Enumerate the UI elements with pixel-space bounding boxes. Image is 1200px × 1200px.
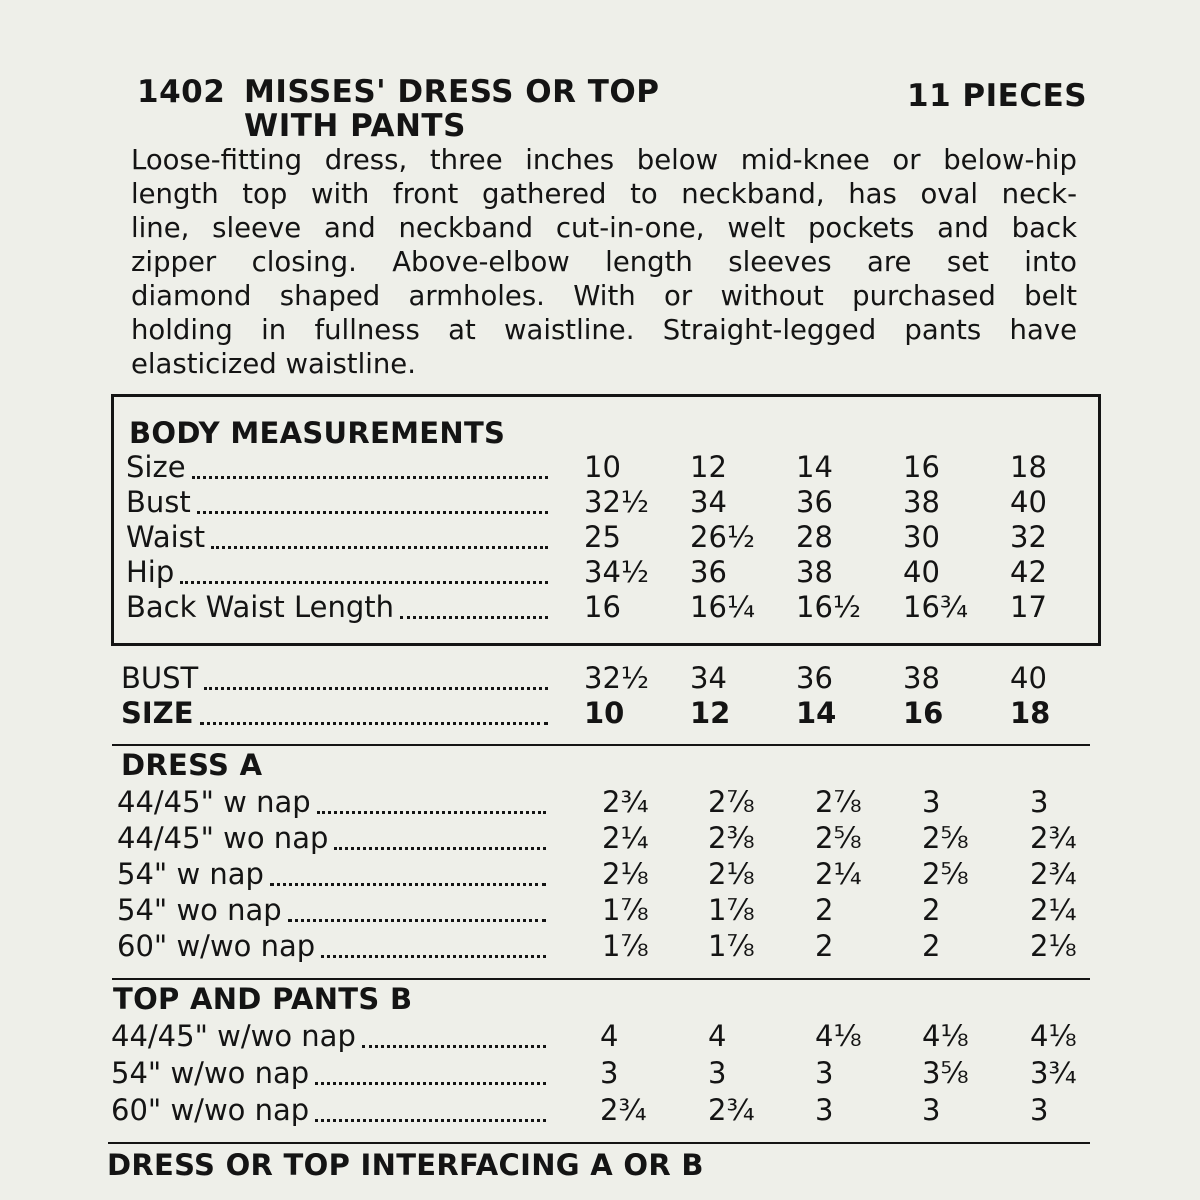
row-value: 3¾ [1030, 1056, 1077, 1090]
leader-dots [315, 1093, 546, 1122]
row-value: 2¾ [708, 1093, 755, 1127]
table-row [126, 520, 1200, 556]
row-label: 44/45" w nap [117, 785, 311, 819]
pattern-title-line1: MISSES' DRESS OR TOP [244, 74, 660, 110]
row-value: 1⅞ [708, 929, 755, 963]
row-value: 2¾ [602, 785, 649, 819]
row-value: 40 [903, 555, 940, 589]
description-line: zipper closing. Above-elbow length sleeves are set into [131, 246, 1077, 278]
leader-dots [315, 1056, 546, 1085]
table-row [126, 485, 1200, 521]
row-value: 2¼ [815, 857, 862, 891]
leader-dots [288, 893, 546, 922]
row-value: 2 [922, 929, 941, 963]
row-value: 2⅝ [922, 821, 969, 855]
row-value: 3 [708, 1056, 727, 1090]
table-row [121, 661, 1200, 697]
leader-dots [204, 661, 548, 690]
row-value: 40 [1010, 485, 1047, 519]
section-title-interfacing: DRESS OR TOP INTERFACING A OR B [107, 1148, 704, 1182]
row-value: 16¼ [690, 590, 756, 624]
body-measurements-title: BODY MEASUREMENTS [129, 416, 506, 450]
table-row [117, 893, 1200, 929]
row-value: 10 [584, 696, 625, 730]
row-value: 12 [690, 696, 731, 730]
table-row [111, 1056, 1200, 1092]
row-value: 1⅞ [602, 893, 649, 927]
row-value: 14 [796, 450, 833, 484]
row-value: 2⅛ [1030, 929, 1077, 963]
row-label: 60" w/wo nap [111, 1093, 310, 1127]
leader-dots [192, 450, 548, 479]
row-value: 16½ [796, 590, 862, 624]
row-value: 36 [796, 485, 833, 519]
description-line: line, sleeve and neckband cut-in-one, welt pockets and back [131, 212, 1077, 244]
row-value: 2 [815, 929, 834, 963]
row-value: 30 [903, 520, 940, 554]
row-value: 38 [903, 485, 940, 519]
row-label: Size [126, 450, 186, 484]
row-value: 4⅛ [1030, 1019, 1077, 1053]
row-value: 38 [796, 555, 833, 589]
row-value: 4 [600, 1019, 619, 1053]
pattern-number: 1402 [137, 74, 226, 110]
row-value: 28 [796, 520, 833, 554]
row-value: 1⅞ [602, 929, 649, 963]
row-value: 2¾ [1030, 821, 1077, 855]
table-row [117, 929, 1200, 965]
row-value: 3 [815, 1093, 834, 1127]
table-row [121, 696, 1200, 732]
row-value: 34 [690, 485, 727, 519]
row-label: 60" w/wo nap [117, 929, 316, 963]
row-label: 54" w/wo nap [111, 1056, 310, 1090]
row-value: 14 [796, 696, 837, 730]
leader-dots [197, 485, 548, 514]
leader-dots [362, 1019, 546, 1048]
row-value: 3 [922, 785, 941, 819]
row-value: 26½ [690, 520, 756, 554]
table-row [111, 1093, 1200, 1129]
row-value: 25 [584, 520, 621, 554]
row-value: 32½ [584, 661, 650, 695]
pattern-description [131, 143, 1077, 381]
row-value: 34½ [584, 555, 650, 589]
divider [112, 978, 1090, 980]
table-row [126, 450, 1200, 486]
row-label: Bust [126, 485, 191, 519]
row-value: 42 [1010, 555, 1047, 589]
leader-dots [270, 857, 546, 886]
row-value: 40 [1010, 661, 1047, 695]
row-value: 2⅞ [815, 785, 862, 819]
row-value: 2⅛ [602, 857, 649, 891]
row-label: 44/45" w/wo nap [111, 1019, 356, 1053]
row-label: BUST [121, 661, 199, 695]
pattern-pieces-count: 11 PIECES [907, 78, 1088, 114]
row-value: 36 [690, 555, 727, 589]
row-value: 2⅛ [708, 857, 755, 891]
leader-dots [334, 821, 546, 850]
leader-dots [321, 929, 546, 958]
row-value: 2⅝ [922, 857, 969, 891]
row-label: Hip [126, 555, 175, 589]
row-value: 2¼ [1030, 893, 1077, 927]
row-label: Back Waist Length [126, 590, 394, 624]
row-value: 3⅝ [922, 1056, 969, 1090]
row-value: 16 [584, 590, 621, 624]
row-value: 17 [1010, 590, 1047, 624]
leader-dots [180, 555, 548, 584]
row-label: 44/45" wo nap [117, 821, 329, 855]
row-label: SIZE [121, 696, 194, 730]
description-line: diamond shaped armholes. With or without purchased belt [131, 280, 1077, 312]
table-row [117, 857, 1200, 893]
leader-dots [211, 520, 548, 549]
section-title-top-and-pants-b: TOP AND PANTS B [113, 982, 413, 1016]
row-value: 3 [1030, 785, 1049, 819]
row-value: 2¾ [1030, 857, 1077, 891]
row-value: 2⅞ [708, 785, 755, 819]
row-value: 3 [1030, 1093, 1049, 1127]
row-value: 38 [903, 661, 940, 695]
row-value: 4⅛ [922, 1019, 969, 1053]
description-line: elasticized waistline. [131, 348, 416, 380]
row-value: 4 [708, 1019, 727, 1053]
row-value: 4⅛ [815, 1019, 862, 1053]
leader-dots [317, 785, 546, 814]
row-label: Waist [126, 520, 206, 554]
row-value: 2⅝ [815, 821, 862, 855]
row-label: 54" w nap [117, 857, 264, 891]
row-value: 3 [922, 1093, 941, 1127]
pattern-title-line2: WITH PANTS [244, 108, 466, 144]
row-value: 16 [903, 696, 944, 730]
row-value: 2¼ [602, 821, 649, 855]
row-value: 32½ [584, 485, 650, 519]
divider [108, 1142, 1090, 1144]
row-label: 54" wo nap [117, 893, 282, 927]
table-row [117, 785, 1200, 821]
description-line: length top with front gathered to neckband, has oval neck- [131, 178, 1077, 210]
leader-dots [400, 590, 548, 619]
row-value: 18 [1010, 450, 1047, 484]
row-value: 34 [690, 661, 727, 695]
row-value: 16 [903, 450, 940, 484]
leader-dots [200, 696, 548, 725]
description-line: Loose-fitting dress, three inches below mid-knee or below-hip [131, 144, 1077, 176]
row-value: 10 [584, 450, 621, 484]
divider [112, 744, 1090, 746]
row-value: 2 [815, 893, 834, 927]
row-value: 2¾ [600, 1093, 647, 1127]
table-row [126, 555, 1200, 591]
row-value: 18 [1010, 696, 1051, 730]
table-row [117, 821, 1200, 857]
row-value: 2 [922, 893, 941, 927]
row-value: 3 [815, 1056, 834, 1090]
row-value: 2⅜ [708, 821, 755, 855]
row-value: 32 [1010, 520, 1047, 554]
row-value: 1⅞ [708, 893, 755, 927]
table-row [126, 590, 1200, 626]
table-row [111, 1019, 1200, 1055]
description-line: holding in fullness at waistline. Straight-legged pants have [131, 314, 1077, 346]
section-title-dress-a: DRESS A [121, 748, 263, 782]
row-value: 36 [796, 661, 833, 695]
row-value: 16¾ [903, 590, 969, 624]
row-value: 3 [600, 1056, 619, 1090]
row-value: 12 [690, 450, 727, 484]
